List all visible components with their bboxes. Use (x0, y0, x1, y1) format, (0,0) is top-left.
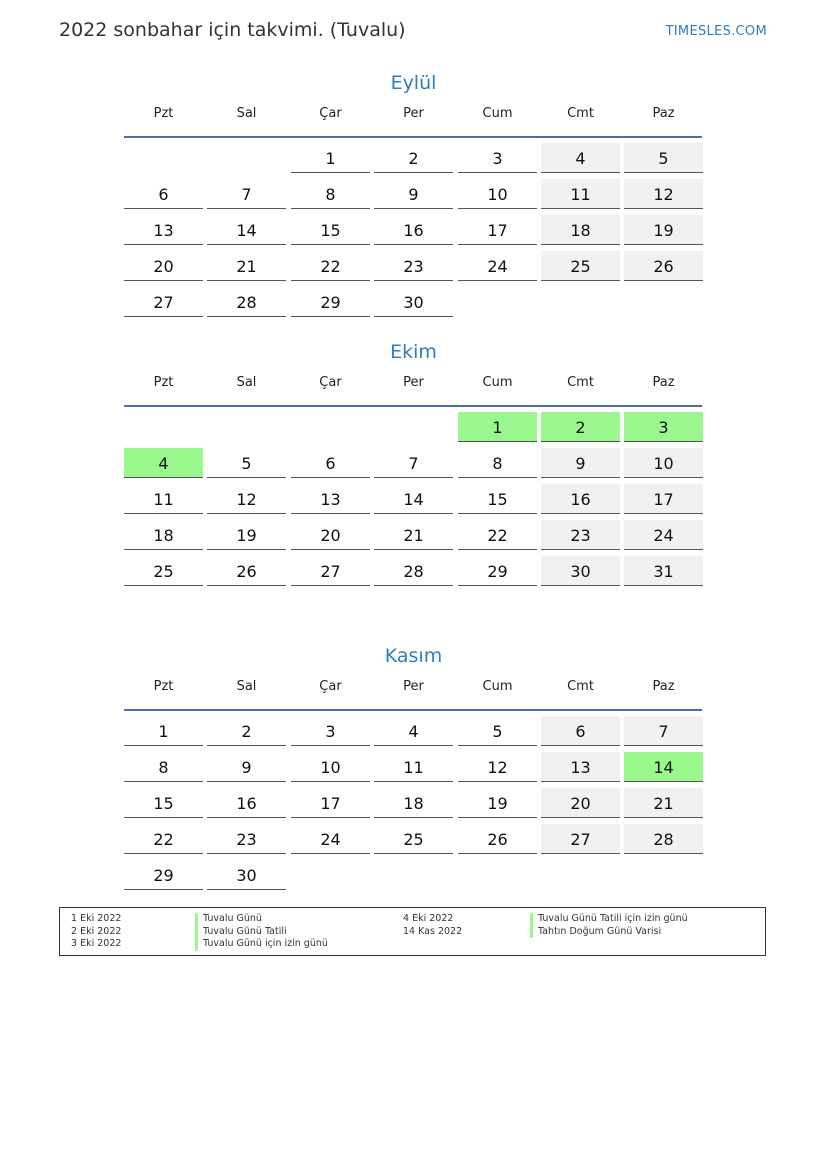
day-cell[interactable]: 14 (207, 215, 286, 245)
day-cell[interactable]: 1 (124, 716, 203, 746)
day-cell[interactable]: 18 (541, 215, 620, 245)
header-rule (124, 709, 702, 711)
day-cell[interactable]: 22 (124, 824, 203, 854)
day-cell[interactable]: 28 (374, 556, 453, 586)
legend-date: 1 Eki 2022 (71, 913, 122, 924)
day-cell[interactable]: 11 (124, 484, 203, 514)
weekday-label: Çar (319, 679, 342, 694)
day-cell[interactable]: 12 (458, 752, 537, 782)
day-cell[interactable]: 13 (541, 752, 620, 782)
day-cell[interactable]: 12 (624, 179, 703, 209)
legend-holiday-name: Tuvalu Günü (195, 913, 328, 926)
day-cell[interactable]: 20 (541, 788, 620, 818)
day-cell[interactable]: 14 (374, 484, 453, 514)
day-cell[interactable]: 2 (541, 412, 620, 442)
legend-names-left (195, 913, 328, 951)
day-cell[interactable]: 27 (541, 824, 620, 854)
month-title: Ekim (390, 341, 437, 363)
day-cell[interactable]: 7 (374, 448, 453, 478)
weekday-label: Çar (319, 375, 342, 390)
day-cell[interactable]: 28 (624, 824, 703, 854)
day-cell[interactable]: 17 (624, 484, 703, 514)
day-cell[interactable]: 4 (541, 143, 620, 173)
day-cell[interactable]: 11 (374, 752, 453, 782)
day-cell[interactable]: 3 (291, 716, 370, 746)
day-cell[interactable]: 12 (207, 484, 286, 514)
weekday-label: Per (403, 679, 424, 694)
day-cell[interactable]: 15 (291, 215, 370, 245)
day-cell[interactable]: 26 (207, 556, 286, 586)
legend-date: 14 Kas 2022 (403, 925, 463, 937)
day-cell[interactable]: 14 (624, 752, 703, 782)
weekday-label: Pzt (153, 679, 174, 694)
header-rule (124, 136, 702, 138)
day-cell[interactable]: 6 (291, 448, 370, 478)
day-cell[interactable]: 8 (124, 752, 203, 782)
day-cell[interactable]: 16 (207, 788, 286, 818)
day-cell[interactable]: 3 (458, 143, 537, 173)
legend-date: 2 Eki 2022 (71, 925, 122, 937)
day-cell[interactable]: 13 (291, 484, 370, 514)
day-cell[interactable]: 2 (374, 143, 453, 173)
day-cell[interactable]: 19 (458, 788, 537, 818)
weekday-label: Per (403, 106, 424, 121)
day-cell[interactable]: 8 (458, 448, 537, 478)
day-cell[interactable]: 1 (458, 412, 537, 442)
day-cell[interactable]: 27 (124, 287, 203, 317)
day-cell[interactable]: 17 (291, 788, 370, 818)
day-cell[interactable]: 29 (291, 287, 370, 317)
day-cell[interactable]: 10 (291, 752, 370, 782)
day-cell[interactable]: 25 (541, 251, 620, 281)
weekday-label: Cum (482, 679, 513, 694)
month-calendar (124, 337, 703, 581)
day-cell[interactable]: 21 (624, 788, 703, 818)
day-cell[interactable]: 24 (291, 824, 370, 854)
day-cell[interactable]: 23 (541, 520, 620, 550)
weekday-label: Pzt (153, 106, 174, 121)
month-title: Kasım (384, 645, 443, 667)
day-cell[interactable]: 20 (291, 520, 370, 550)
day-cell[interactable]: 26 (624, 251, 703, 281)
weekday-label: Cum (482, 375, 513, 390)
day-cell[interactable]: 9 (374, 179, 453, 209)
day-cell[interactable]: 23 (374, 251, 453, 281)
day-cell[interactable]: 7 (207, 179, 286, 209)
brand-link[interactable]: TIMESLES.COM (665, 24, 767, 39)
day-cell[interactable]: 11 (541, 179, 620, 209)
day-cell[interactable]: 30 (207, 860, 286, 890)
day-cell[interactable]: 15 (458, 484, 537, 514)
weekday-label: Paz (652, 375, 675, 390)
day-cell[interactable]: 18 (374, 788, 453, 818)
weekday-label: Sal (236, 679, 257, 694)
day-cell[interactable]: 27 (291, 556, 370, 586)
month-calendar (124, 641, 703, 885)
weekday-label: Sal (236, 106, 257, 121)
legend-dates-left (71, 913, 121, 951)
legend-holiday-name: Tahtın Doğum Günü Varisi (530, 926, 688, 939)
weekday-label: Cmt (567, 106, 594, 121)
day-cell[interactable]: 3 (624, 412, 703, 442)
weekday-label: Çar (319, 106, 342, 121)
weekday-label: Per (403, 375, 424, 390)
day-cell[interactable]: 9 (541, 448, 620, 478)
day-cell[interactable]: 10 (624, 448, 703, 478)
day-cell[interactable]: 17 (458, 215, 537, 245)
day-cell[interactable]: 5 (207, 448, 286, 478)
weekday-label: Paz (652, 679, 675, 694)
weekday-label: Cmt (567, 679, 594, 694)
day-cell[interactable]: 6 (124, 179, 203, 209)
weekday-header-row (124, 100, 703, 128)
day-cell[interactable]: 5 (458, 716, 537, 746)
weekday-header-row (124, 369, 703, 397)
day-cell[interactable]: 24 (624, 520, 703, 550)
month-calendar (124, 68, 703, 312)
header-rule (124, 405, 702, 407)
day-cell[interactable]: 22 (458, 520, 537, 550)
day-cell[interactable]: 2 (207, 716, 286, 746)
day-cell[interactable]: 19 (207, 520, 286, 550)
day-cell[interactable]: 21 (207, 251, 286, 281)
day-cell[interactable]: 31 (624, 556, 703, 586)
day-cell[interactable]: 16 (374, 215, 453, 245)
page-title: 2022 sonbahar için takvimi. (Tuvalu) (59, 19, 406, 41)
weekday-header-row (124, 673, 703, 701)
day-cell[interactable]: 29 (458, 556, 537, 586)
weekday-label: Sal (236, 375, 257, 390)
legend-holiday-name: Tuvalu Günü Tatili (195, 926, 328, 939)
day-cell[interactable]: 7 (624, 716, 703, 746)
legend-holiday-name: Tuvalu Günü için izin günü (195, 938, 328, 951)
day-cell[interactable]: 18 (124, 520, 203, 550)
day-cell[interactable]: 30 (541, 556, 620, 586)
holiday-legend (59, 907, 766, 956)
day-cell[interactable]: 22 (291, 251, 370, 281)
legend-date: 3 Eki 2022 (71, 938, 122, 949)
legend-dates-right (403, 913, 462, 938)
day-cell[interactable]: 4 (374, 716, 453, 746)
weekday-label: Paz (652, 106, 675, 121)
weekday-label: Pzt (153, 375, 174, 390)
day-cell[interactable]: 16 (541, 484, 620, 514)
day-cell[interactable]: 23 (207, 824, 286, 854)
day-cell[interactable]: 15 (124, 788, 203, 818)
day-cell[interactable]: 6 (541, 716, 620, 746)
day-cell[interactable]: 24 (458, 251, 537, 281)
day-cell[interactable]: 21 (374, 520, 453, 550)
month-title: Eylül (390, 72, 437, 94)
day-cell[interactable]: 8 (291, 179, 370, 209)
day-cell[interactable]: 13 (124, 215, 203, 245)
weekday-label: Cum (482, 106, 513, 121)
day-cell[interactable]: 20 (124, 251, 203, 281)
day-cell[interactable]: 19 (624, 215, 703, 245)
weekday-label: Cmt (567, 375, 594, 390)
day-cell[interactable]: 25 (124, 556, 203, 586)
day-cell[interactable]: 1 (291, 143, 370, 173)
day-cell[interactable]: 10 (458, 179, 537, 209)
day-cell[interactable]: 25 (374, 824, 453, 854)
day-cell[interactable]: 5 (624, 143, 703, 173)
day-cell[interactable]: 28 (207, 287, 286, 317)
legend-date: 4 Eki 2022 (403, 913, 454, 924)
day-cell[interactable]: 26 (458, 824, 537, 854)
day-cell[interactable]: 4 (124, 448, 203, 478)
day-cell[interactable]: 9 (207, 752, 286, 782)
day-cell[interactable]: 29 (124, 860, 203, 890)
day-cell[interactable]: 30 (374, 287, 453, 317)
legend-holiday-name: Tuvalu Günü Tatili için izin günü (530, 913, 688, 926)
legend-names-right (530, 913, 688, 938)
